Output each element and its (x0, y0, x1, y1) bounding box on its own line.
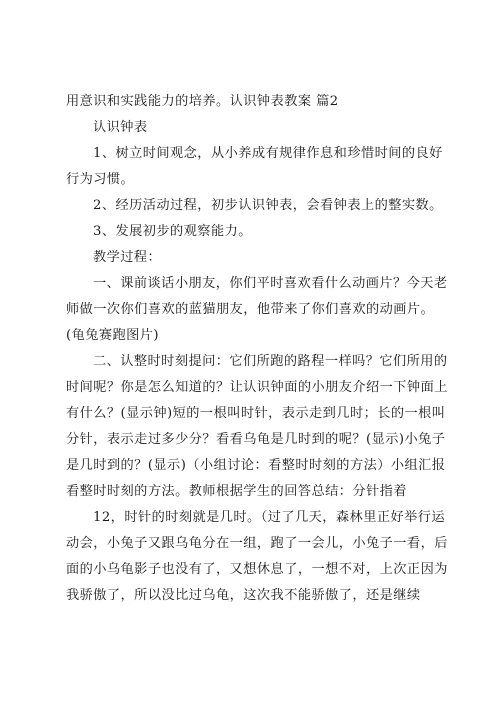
text-line: 一、课前谈话小朋友，你们平时喜欢看什么动画片？今天老 (93, 276, 448, 291)
text-line: 有什么？(显示钟)短的一根叫时针，表示走到几时；长的一根叫 (66, 406, 446, 421)
section-heading: 认识钟表 (93, 120, 148, 135)
text-line: 面的小乌龟影子也没有了，又想休息了，一想不对，上次正因为 (66, 562, 448, 577)
text-line: 3、发展初步的观察能力。 (93, 224, 252, 239)
text-line: 分针，表示走过多少分？看看乌龟是几时到的呢？(显示)小兔子 (66, 432, 446, 447)
document-body (66, 89, 448, 609)
text-line: (龟兔赛跑图片) (66, 328, 160, 343)
text-line: 1、树立时间观念，从小养成有规律作息和珍惜时间的良好 (93, 146, 443, 161)
section-heading: 教学过程： (93, 250, 162, 265)
text-line: 看整时时刻的方法。教师根据学生的回答总结：分针指着 (66, 484, 407, 499)
text-line: 时间呢？你是怎么知道的？让认识钟面的小朋友介绍一下钟面上 (66, 380, 448, 395)
text-line: 12，时针的时刻就是几时。（过了几天，森林里正好举行运 (93, 510, 446, 525)
text-line: 我骄傲了，所以没比过乌龟，这次我不能骄傲了，还是继续 (66, 588, 421, 603)
text-line: 是几时到的？(显示)（小组讨论：看整时时刻的方法）小组汇报 (66, 458, 446, 473)
text-line: 二、认整时时刻提问：它们所跑的路程一样吗？它们所用的 (93, 354, 448, 369)
text-line: 动会，小兔子又跟乌龟分在一组，跑了一会儿，小兔子一看，后 (66, 536, 448, 551)
text-line: 师做一次你们喜欢的蓝猫朋友，他带来了你们喜欢的动画片。 (66, 302, 435, 317)
text-line: 用意识和实践能力的培养。认识钟表教案 篇2 (66, 94, 339, 109)
text-line: 行为习惯。 (66, 172, 135, 187)
text-line: 2、经历活动过程，初步认识钟表，会看钟表上的整实数。 (93, 198, 443, 213)
